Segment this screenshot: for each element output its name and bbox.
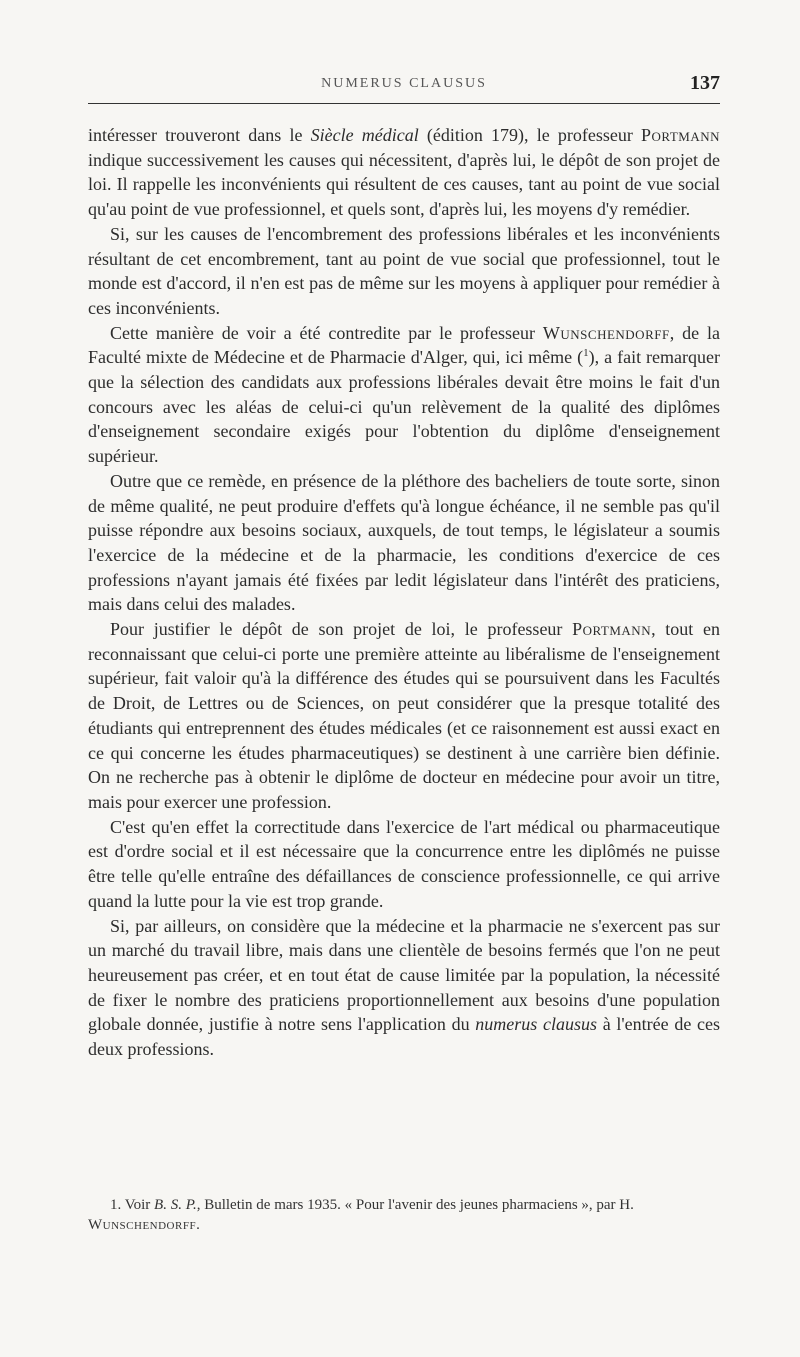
paragraph-5: Pour justifier le dépôt de son projet de loi, le professeur Portmann, tout en reconnaissant que celui-ci porte une première atteinte au libéralisme de l'enseignement supérieur, fait valoir qu'à la différence des études qui se poursuivent dans les Facultés de Droit, de Lettres ou de Sciences, on peut considérer que la presque totalité des étudiants qui entreprennent des études médicales (et ce raisonnement est aussi exact en ce qui concerne les études pharmaceutiques) se destinent à une carrière bien définie. On ne recherche pas à obtenir le diplôme de docteur en médecine pour avoir un titre, mais pour exercer une profession.	[88, 619, 720, 812]
author-name: Wunschendorff	[542, 322, 670, 343]
page-header	[88, 72, 720, 100]
footnote-ref: 1	[583, 347, 589, 360]
paragraph-3: Cette manière de voir a été contredite par le professeur Wunschendorff, de la Faculté mixte de Médecine et de Pharmacie d'Alger, qui, ici même ($^1$), a fait remarquer que la sélection des candidats aux professions libérales devait être moins le fait d'un concours avec les aléas de celui-ci qu'un relèvement de la qualité des diplômes d'enseignement secondaire exigés pour l'obtention du diplôme d'enseignement supérieur.	[88, 322, 721, 467]
journal-title: Siècle médical	[310, 125, 419, 145]
header-rule	[88, 103, 720, 104]
running-title: NUMERUS CLAUSUS	[321, 76, 487, 91]
footnote: 1. Voir B. S. P., Bulletin de mars 1935. « Pour l'avenir des jeunes pharmaciens », par H. Wunschendorff.	[88, 1197, 634, 1233]
body-text	[88, 123, 720, 1062]
page-number: 137	[690, 72, 720, 94]
paragraph-2: Si, sur les causes de l'encombrement des professions libérales et les inconvénients résultant de cet encombrement, tant au point de vue social que professionnel, tout le monde est d'accord, il n'en est pas de même sur les moyens à appliquer pour remédier à ces inconvénients.	[88, 223, 720, 318]
author-name: Wunschendorff	[88, 1217, 197, 1233]
author-name: Portmann	[641, 125, 720, 145]
paragraph-1: intéresser trouveront dans le Siècle médical (édition 179), le professeur Portmann indique successivement les causes qui nécessitent, d'après lui, le dépôt de son projet de loi. Il rappelle les inconvénients qui résultent de ces causes, tant au point de vue social qu'au point de vue professionnel, et quels sont, d'après lui, les moyens d'y remédier.	[88, 125, 720, 220]
paragraph-4: Outre que ce remède, en présence de la pléthore des bacheliers de toute sorte, sinon de même qualité, ne peut produire d'effets qu'à longue échéance, il ne semble pas qu'il puisse répondre aux besoins sociaux, auxquels, de tout temps, le législateur a soumis l'exercice de la médecine et de la pharmacie, les conditions d'exercice de ces professions n'ayant jamais été fixées par ledit législateur dans l'intérêt des praticiens, mais dans celui des malades.	[88, 470, 720, 615]
latin-term: numerus clausus	[475, 1014, 598, 1035]
paragraph-7: Si, par ailleurs, on considère que la médecine et la pharmacie ne s'exercent pas sur un marché du travail libre, mais dans une clientèle de besoins fermés que l'on ne peut heureusement pas créer, et en tout état de cause limitée par la population, la nécessité de fixer le nombre des praticiens proportionnellement aux besoins d'une population globale donnée, justifie à notre sens l'application du numerus clausus à l'entrée de ces deux professions.	[88, 915, 721, 1060]
paragraph-6: C'est qu'en effet la correctitude dans l'exercice de l'art médical ou pharmaceutique est d'ordre social et il est nécessaire que la concurrence entre les diplômés ne puisse être telle qu'elle entraîne des défaillances de conscience professionnelle, ce qui arrive quand la lutte pour la vie est trop grande.	[88, 816, 720, 911]
author-name: Portmann	[572, 619, 652, 640]
